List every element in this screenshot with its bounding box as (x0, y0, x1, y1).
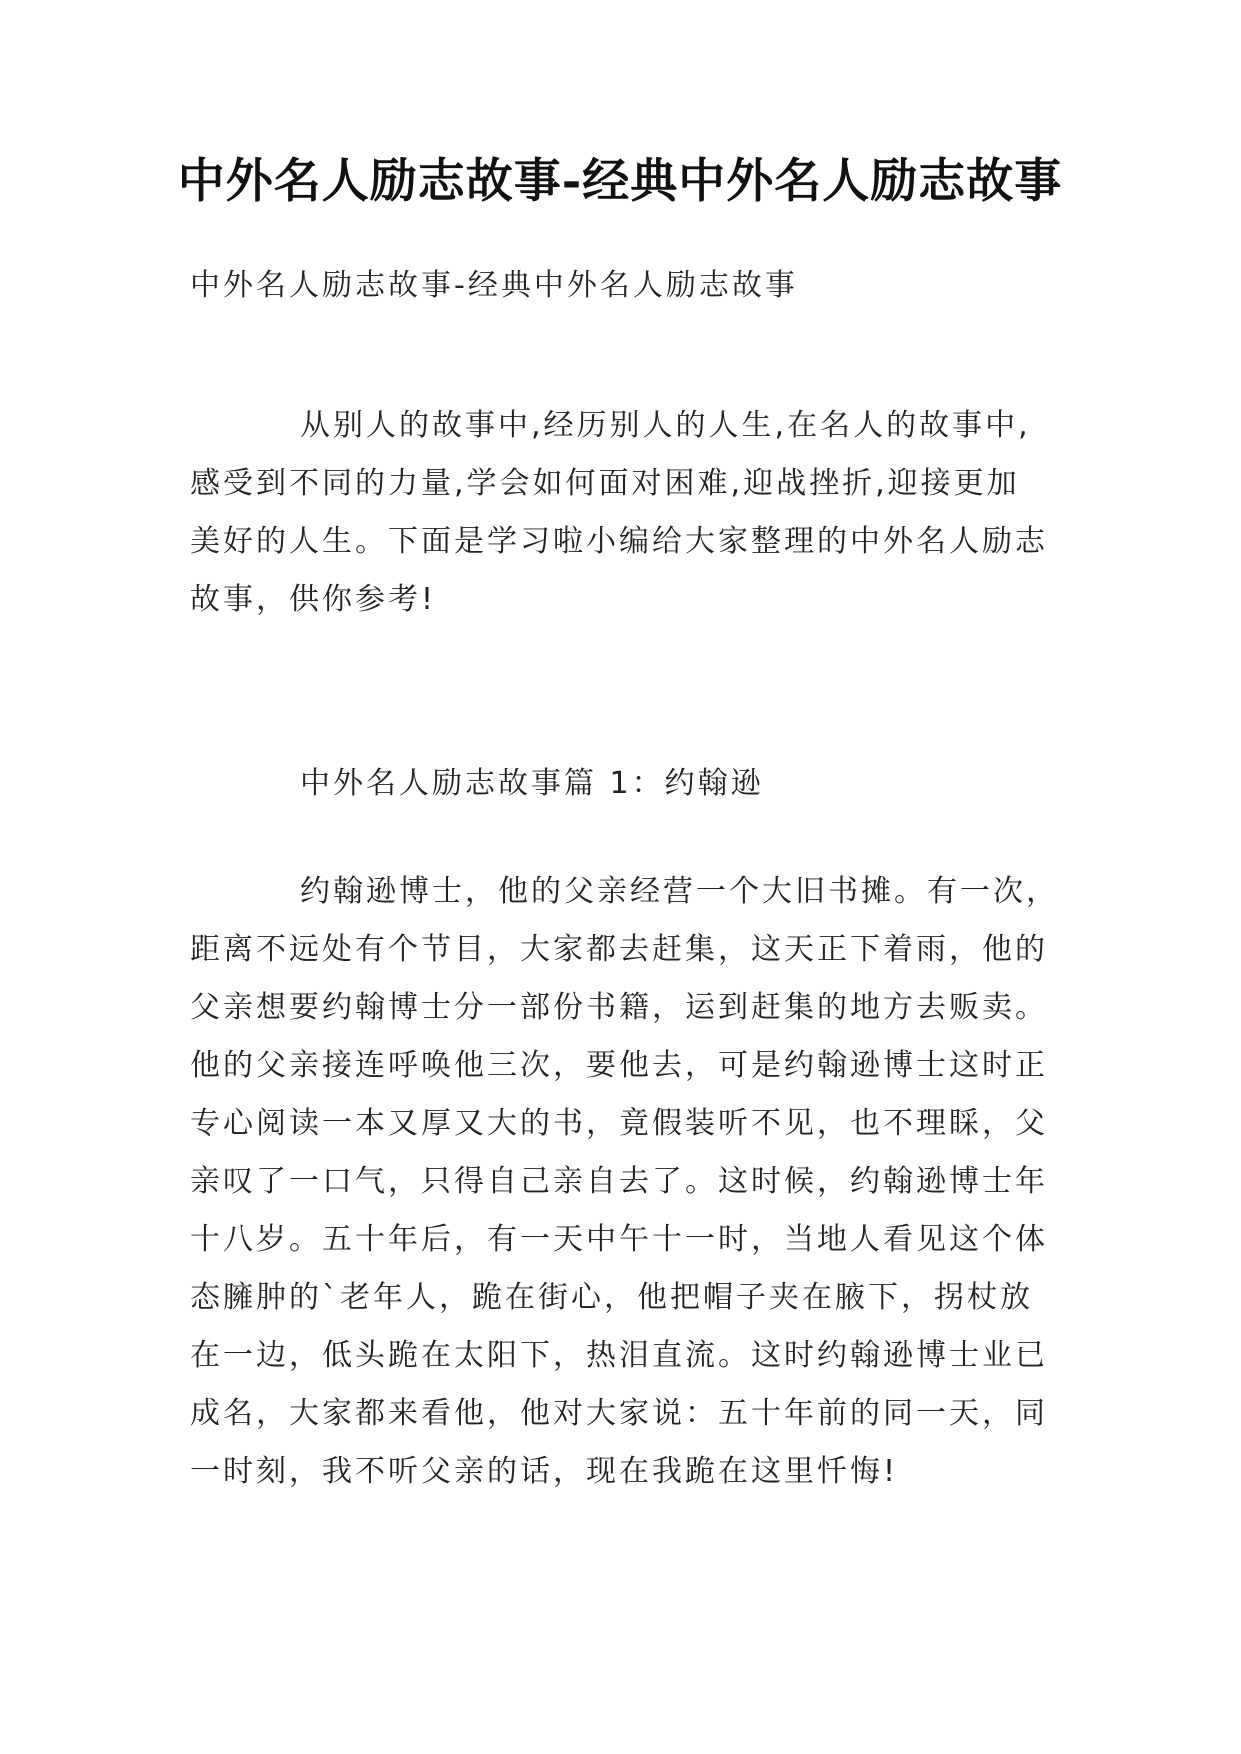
story-line-2: 距离不远处有个节目，大家都去赶集，这天正下着雨，他的 (190, 932, 1048, 967)
story-line-7: 十八岁。五十年后，有一天中午十一时，当地人看见这个体 (190, 1222, 1048, 1257)
story-line-3: 父亲想要约翰博士分一部份书籍，运到赶集的地方去贩卖。 (190, 990, 1048, 1025)
intro-line-1: 从别人的故事中,经历别人的人生,在名人的故事中, (300, 408, 1031, 443)
story-line-10: 成名，大家都来看他，他对大家说：五十年前的同一天，同 (190, 1396, 1048, 1431)
document-title: 中外名人励志故事-经典中外名人励志故事 (177, 154, 1063, 209)
story-line-9: 在一边，低头跪在太阳下，热泪直流。这时约翰逊博士业已 (190, 1338, 1048, 1373)
intro-line-4: 故事，供你参考! (190, 582, 437, 617)
story-line-4: 他的父亲接连呼唤他三次，要他去，可是约翰逊博士这时正 (190, 1048, 1048, 1083)
story-line-8: 态臃肿的`老年人，跪在街心，他把帽子夹在腋下，拐杖放 (190, 1280, 1033, 1315)
story-line-6: 亲叹了一口气，只得自己亲自去了。这时候，约翰逊博士年 (190, 1164, 1048, 1199)
story-line-5: 专心阅读一本又厚又大的书，竟假装听不见，也不理睬，父 (190, 1106, 1048, 1141)
story-line-11: 一时刻，我不听父亲的话，现在我跪在这里忏悔! (190, 1454, 899, 1489)
document-subtitle: 中外名人励志故事-经典中外名人励志故事 (190, 268, 798, 303)
intro-line-2: 感受到不同的力量,学会如何面对困难,迎战挫折,迎接更加 (190, 466, 1020, 501)
story-line-1: 约翰逊博士，他的父亲经营一个大旧书摊。有一次， (300, 874, 1059, 909)
section-heading: 中外名人励志故事篇 1：约翰逊 (300, 766, 764, 801)
intro-line-3: 美好的人生。下面是学习啦小编给大家整理的中外名人励志 (190, 524, 1048, 559)
